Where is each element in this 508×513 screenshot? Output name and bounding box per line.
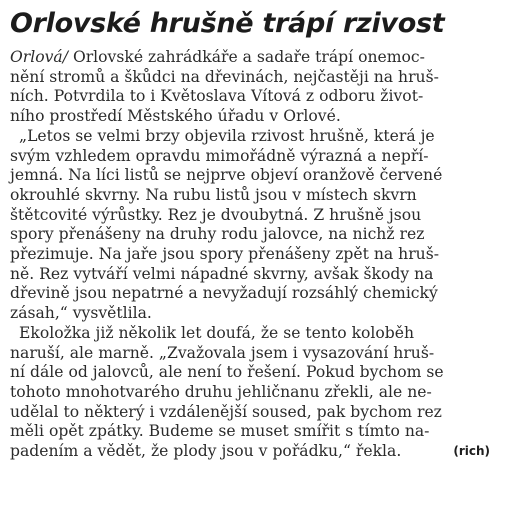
paragraph-1-line-3: ních. Potvrdila to i Květoslava Vítová z odboru život-	[10, 87, 424, 106]
paragraph-2-line-2: svým vzhledem opravdu mimořádně výrazná a nepří-	[10, 146, 429, 165]
paragraph-2	[10, 127, 502, 324]
paragraph-3-line-3: ní dále od jalovců, ale není to řešení. Pokud bychom se	[10, 363, 444, 382]
paragraph-2-line-6: spory přenášeny na druhy rodu jalovce, na nichž rez	[10, 225, 425, 244]
paragraph-2-line-1: „Letos se velmi brzy objevila rzivost hrušně, která je	[19, 126, 435, 145]
paragraph-2-line-5: štětcovité výrůstky. Rez je dvoubytná. Z hrušně jsou	[10, 205, 422, 224]
paragraph-1-line-2: nění stromů a škůdci na dřevinách, nejčastěji na hruš-	[10, 67, 439, 86]
paragraph-2-line-9: dřevině jsou nepatrné a nevyžadují rozsáhlý chemický	[10, 284, 438, 303]
paragraph-1	[10, 48, 502, 127]
paragraph-2-line-10: zásah,“ vysvětlila.	[10, 304, 152, 323]
article-body	[10, 48, 502, 462]
paragraph-3-line-7: padením a vědět, že plody jsou v pořádku,“ řekla. (rich)	[10, 442, 490, 461]
paragraph-3-line-4: tohoto mnohotvarého druhu jehličnanu zřekli, ale ne-	[10, 382, 432, 401]
headline: Orlovské hrušně trápí rzivost	[10, 8, 445, 39]
paragraph-1-line-1: Orlová/ Orlovské zahrádkáře a sadaře trápí onemoc-	[10, 48, 425, 66]
paragraph-1-line-4: ního prostředí Městského úřadu v Orlové.	[10, 107, 341, 126]
paragraph-3-line-1: Ekoložka již několik let doufá, že se tento koloběh	[19, 323, 415, 342]
paragraph-3-line-2: naruší, ale marně. „Zvažovala jsem i vysazování hruš-	[10, 343, 435, 362]
paragraph-2-line-3: jemná. Na líci listů se nejprve objeví oranžově červené	[10, 166, 443, 185]
dateline: Orlová/	[10, 48, 68, 66]
paragraph-2-line-7: přezimuje. Na jaře jsou spory přenášeny zpět na hruš-	[10, 245, 439, 264]
author-signature: (rich)	[453, 444, 490, 459]
paragraph-2-line-4: okrouhlé skvrny. Na rubu listů jsou v místech skvrn	[10, 185, 417, 204]
paragraph-3	[10, 324, 502, 462]
news-clipping	[10, 8, 502, 462]
paragraph-3-line-5: udělal to některý i vzdálenější soused, pak bychom rez	[10, 402, 442, 421]
paragraph-2-line-8: ně. Rez vytváří velmi nápadné skvrny, avšak škody na	[10, 264, 434, 283]
paragraph-3-line-6: měli opět zpátky. Budeme se muset smířit s tímto na-	[10, 422, 430, 441]
